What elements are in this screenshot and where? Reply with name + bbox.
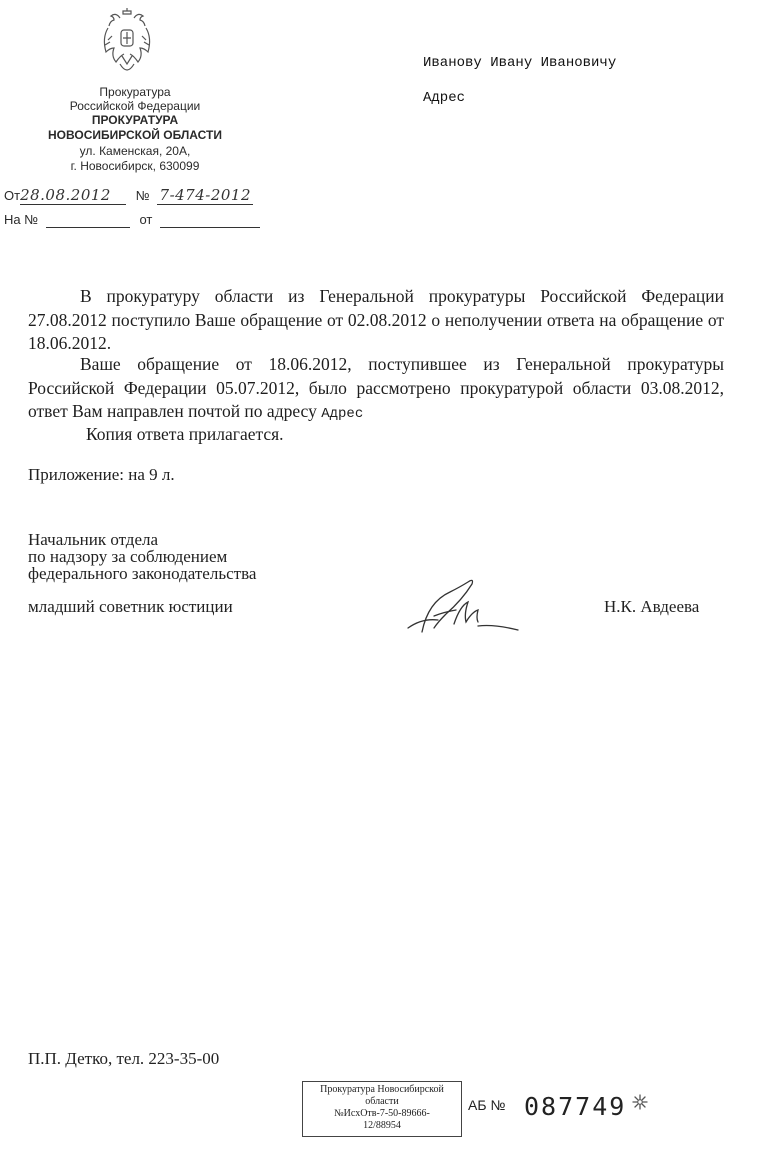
number-label: № — [135, 188, 150, 203]
signatory-title-line-2: по надзору за соблюдением — [28, 547, 228, 566]
signatory-rank: младший советник юстиции — [28, 597, 233, 616]
body-paragraph-2 — [28, 353, 724, 427]
outgoing-number: 7-474-2012 — [157, 186, 253, 205]
serial-label: АБ № — [468, 1097, 506, 1113]
registration-date-row — [4, 186, 253, 205]
reply-from-label: от — [139, 212, 153, 227]
body-paragraph-3: Копия ответа прилагается. — [86, 424, 284, 444]
stamp-line-2: области — [365, 1096, 399, 1107]
signatory-title-line-1: Начальник отдела — [28, 530, 159, 549]
registration-reply-row — [4, 212, 260, 228]
serial-number: 087749 — [524, 1092, 627, 1121]
reply-date-blank — [160, 212, 260, 228]
from-label: От — [4, 188, 21, 203]
reply-number-blank — [46, 212, 130, 228]
asterisk-icon — [632, 1094, 648, 1110]
outgoing-date: 28.08.2012 — [20, 186, 126, 205]
signatory-title-line-3: федерального законодательства — [28, 564, 257, 583]
addressee-name: Иванову Ивану Ивановичу — [423, 55, 617, 71]
letterhead-org-line: Прокуратура — [99, 85, 171, 99]
letterhead-street-line: ул. Каменская, 20А, — [79, 144, 191, 158]
double-headed-eagle-icon — [98, 8, 156, 78]
signatory-name: Н.К. Авдеева — [604, 597, 700, 616]
stamp-line-1: Прокуратура Новосибирской — [320, 1084, 444, 1095]
body-paragraph-2-address: Адрес — [321, 406, 364, 422]
letterhead-city-line: г. Новосибирск, 630099 — [70, 159, 200, 173]
body-paragraph-1: В прокуратуру области из Генеральной прокуратуры Российской Федерации 27.08.2012 поступило Ваше обращение от 02.08.2012 о неполучении ответа на обращение от 18.06.2012. — [28, 286, 724, 353]
stamp-line-4: 12/88954 — [363, 1120, 401, 1131]
letterhead-region-line: НОВОСИБИРСКОЙ ОБЛАСТИ — [48, 128, 222, 142]
body-paragraph-2-text: Ваше обращение от 18.06.2012, поступившее из Генеральной прокуратуры Российской Федерации 05.07.2012, было рассмотрено прокуратурой области 03.08.2012, ответ Вам направлен почтой по адресу — [28, 354, 724, 421]
registry-stamp — [302, 1081, 462, 1137]
attachment-note: Приложение: на 9 л. — [28, 465, 175, 484]
executor-contact: П.П. Детко, тел. 223-35-00 — [28, 1049, 220, 1068]
stamp-line-3: №ИсхОтв-7-50-89666- — [334, 1108, 430, 1119]
handwritten-signature — [404, 576, 524, 640]
addressee-address: Адрес — [423, 90, 466, 106]
reply-to-label: На № — [4, 212, 39, 227]
letterhead-bold-line: ПРОКУРАТУРА — [91, 113, 179, 127]
letterhead-country-line: Российской Федерации — [69, 99, 201, 113]
